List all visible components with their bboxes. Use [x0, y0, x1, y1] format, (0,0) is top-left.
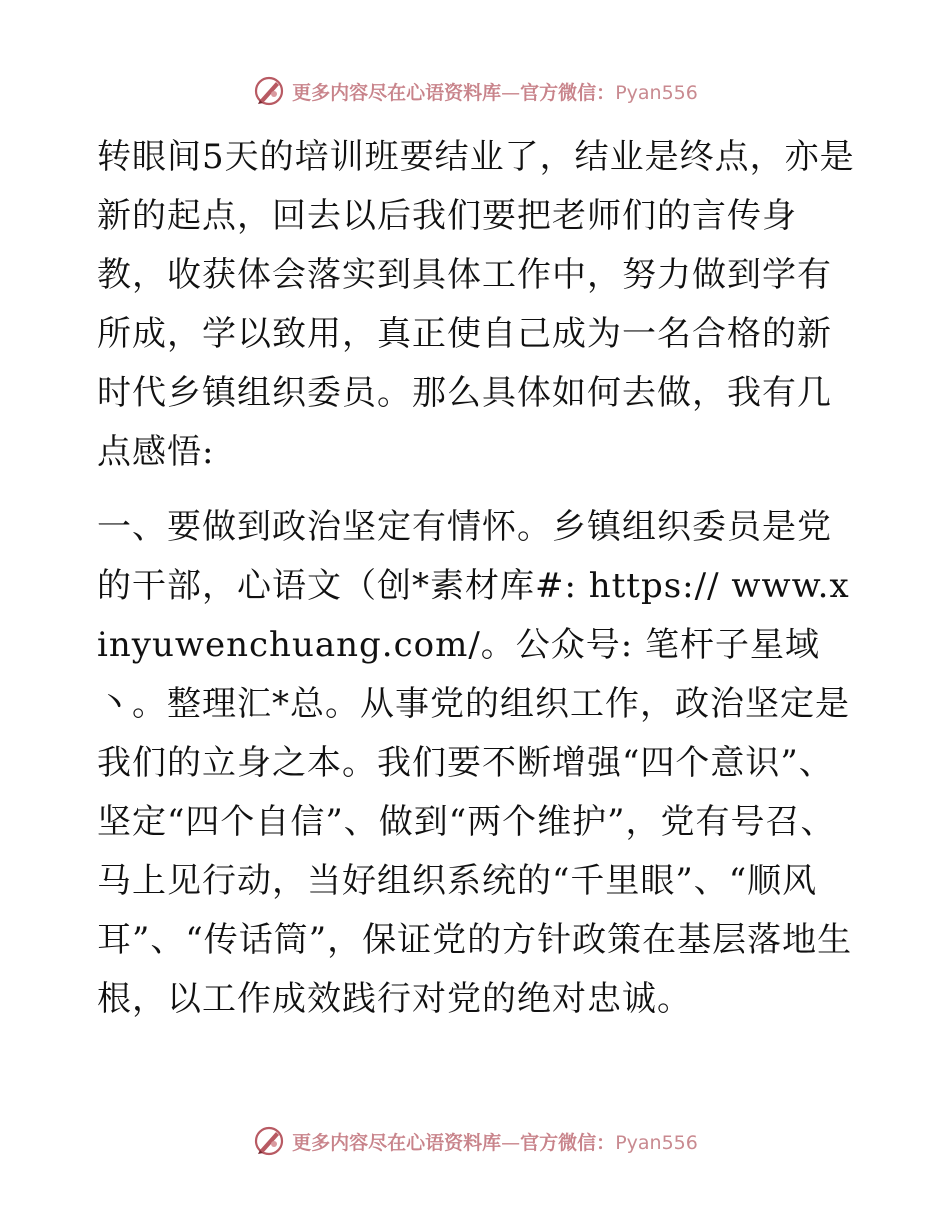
- document-body: [97, 128, 857, 1029]
- paragraph-point-one: 一、要做到政治坚定有情怀。乡镇组织委员是党的干部，心语文（创*素材库#: https:// www.xinyuwenchuang.com/。公众号: 笔杆子星域丶。整理汇*总。从事党的组织工作，政治坚定是我们的立身之本。我们要不断增强“四个意识”、坚定“四个自信”、做到“两个维护”，党有号召、马上见行动，当好组织系统的“千里眼”、“顺风耳”、“传话筒”，保证党的方针政策在基层落地生根，以工作成效践行对党的绝对忠诚。: [97, 507, 853, 1019]
- banner-prefix: 更多内容尽在心语资料库: [292, 1131, 502, 1154]
- banner-separator: —: [501, 1131, 521, 1154]
- banner-prefix: 更多内容尽在心语资料库: [292, 81, 502, 104]
- banner-handle: Pyan556: [615, 81, 698, 104]
- paragraph-intro: 转眼间5天的培训班要结业了，结业是终点，亦是新的起点，回去以后我们要把老师们的言传身教，收获体会落实到具体工作中，努力做到学有所成，学以致用，真正使自己成为一名合格的新时代乡镇组织委员。那么具体如何去做，我有几点感悟:: [97, 137, 855, 472]
- banner-handle: Pyan556: [615, 1131, 698, 1154]
- banner-suffix: 官方微信：: [520, 1131, 616, 1154]
- banner-suffix: 官方微信：: [520, 81, 616, 104]
- banner-separator: —: [501, 81, 521, 104]
- header-banner: [0, 71, 950, 111]
- pen-logo-icon: [252, 1124, 286, 1158]
- pen-logo-icon: [252, 74, 286, 108]
- footer-banner: [0, 1121, 950, 1161]
